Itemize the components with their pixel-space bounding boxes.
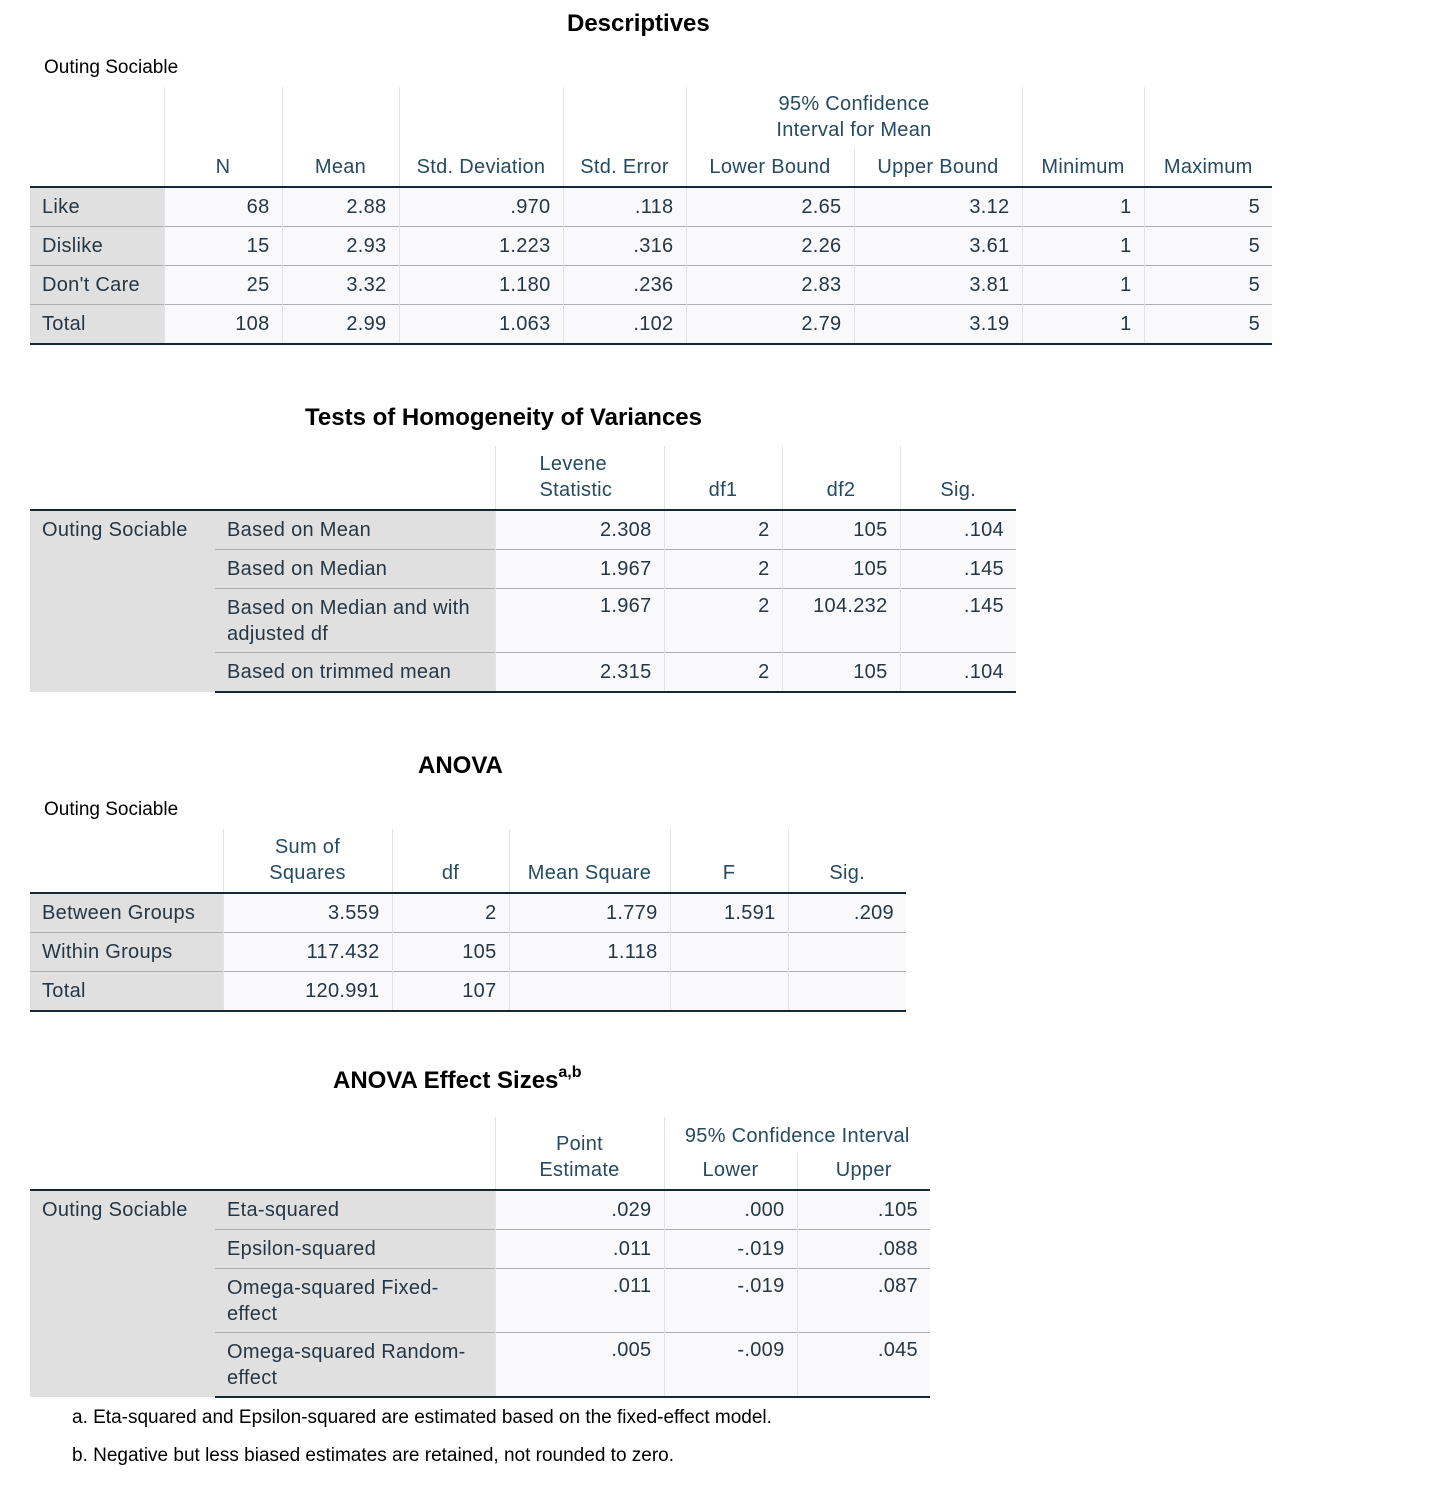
table-row: [30, 933, 906, 972]
row-label: Based on trimmed mean: [215, 653, 495, 693]
col-lower: Lower: [664, 1153, 797, 1190]
row-label: Between Groups: [30, 893, 223, 933]
cell: .104: [900, 510, 1016, 550]
col-df: df: [392, 829, 509, 893]
group-label: Outing Sociable: [30, 510, 215, 692]
cell: 2.315: [495, 653, 664, 693]
col-df1: df1: [664, 446, 782, 510]
cell: .105: [797, 1190, 930, 1230]
cell: 2.88: [282, 187, 399, 227]
anova-table: [30, 829, 906, 1012]
col-maximum: Maximum: [1144, 87, 1272, 187]
ci-group-header: 95% Confidence Interval for Mean: [686, 87, 1022, 149]
cell: 3.61: [854, 227, 1022, 266]
cell: 2: [664, 510, 782, 550]
cell: 1: [1022, 227, 1144, 266]
col-df2: df2: [782, 446, 900, 510]
cell: .087: [797, 1269, 930, 1333]
col-sig: Sig.: [788, 829, 906, 893]
cell: 2: [664, 653, 782, 693]
cell: .209: [788, 893, 906, 933]
col-std-deviation: Std. Deviation: [399, 87, 563, 187]
cell: 3.559: [223, 893, 392, 933]
col-std-error: Std. Error: [563, 87, 686, 187]
cell: .011: [495, 1230, 664, 1269]
cell: 68: [164, 187, 282, 227]
footnote-a: a. Eta-squared and Epsilon-squared are estimated based on the fixed-effect model.: [72, 1407, 772, 1428]
table-row: [30, 227, 1272, 266]
table-row: [30, 305, 1272, 345]
cell: 25: [164, 266, 282, 305]
cell: 1: [1022, 305, 1144, 345]
ci-group-header: 95% Confidence Interval: [664, 1117, 930, 1153]
table-row: [30, 1190, 930, 1230]
effect-sizes-table: [30, 1117, 930, 1398]
col-n: N: [164, 87, 282, 187]
col-upper-bound: Upper Bound: [854, 149, 1022, 187]
cell: 2.83: [686, 266, 854, 305]
descriptives-table: [30, 87, 1272, 345]
col-mean: Mean: [282, 87, 399, 187]
cell: .118: [563, 187, 686, 227]
col-mean-square: Mean Square: [509, 829, 670, 893]
cell: 2.99: [282, 305, 399, 345]
cell: .005: [495, 1333, 664, 1397]
table-row: [30, 266, 1272, 305]
table-row: [30, 187, 1272, 227]
table-row: [30, 893, 906, 933]
col-f: F: [670, 829, 788, 893]
col-upper: Upper: [797, 1153, 930, 1190]
cell: 3.19: [854, 305, 1022, 345]
anova-caption: Outing Sociable: [44, 799, 179, 820]
cell: 1.118: [509, 933, 670, 972]
cell: 2: [664, 550, 782, 589]
cell: -.009: [664, 1333, 797, 1397]
row-label: Eta-squared: [215, 1190, 495, 1230]
cell: [788, 972, 906, 1012]
cell: 5: [1144, 305, 1272, 345]
row-label: Total: [30, 305, 164, 345]
cell: 1.779: [509, 893, 670, 933]
cell: .104: [900, 653, 1016, 693]
cell: 1.967: [495, 589, 664, 653]
cell: 3.32: [282, 266, 399, 305]
cell: 120.991: [223, 972, 392, 1012]
cell: 2.308: [495, 510, 664, 550]
row-label: Epsilon-squared: [215, 1230, 495, 1269]
cell: [509, 972, 670, 1012]
row-label: Based on Median and with adjusted df: [215, 589, 495, 653]
cell: 105: [782, 653, 900, 693]
row-label: Omega-squared Fixed-effect: [215, 1269, 495, 1333]
cell: 3.12: [854, 187, 1022, 227]
cell: 108: [164, 305, 282, 345]
cell: 2: [392, 893, 509, 933]
cell: 105: [782, 550, 900, 589]
cell: .970: [399, 187, 563, 227]
cell: .029: [495, 1190, 664, 1230]
col-minimum: Minimum: [1022, 87, 1144, 187]
table-row: [30, 510, 1016, 550]
row-label: Within Groups: [30, 933, 223, 972]
cell: [670, 972, 788, 1012]
effect-sizes-title-sup: a,b: [558, 1064, 582, 1081]
cell: [788, 933, 906, 972]
cell: 5: [1144, 187, 1272, 227]
cell: 2.26: [686, 227, 854, 266]
cell: 105: [392, 933, 509, 972]
cell: [670, 933, 788, 972]
homogeneity-title: Tests of Homogeneity of Variances: [305, 404, 702, 431]
cell: 5: [1144, 266, 1272, 305]
group-label: Outing Sociable: [30, 1190, 215, 1397]
homogeneity-table: [30, 446, 1016, 693]
cell: 2.93: [282, 227, 399, 266]
cell: 1.223: [399, 227, 563, 266]
col-lower-bound: Lower Bound: [686, 149, 854, 187]
effect-sizes-title-text: ANOVA Effect Sizes: [333, 1067, 559, 1094]
row-label: Based on Mean: [215, 510, 495, 550]
cell: 15: [164, 227, 282, 266]
cell: 1: [1022, 187, 1144, 227]
table-row: [30, 972, 906, 1012]
effect-sizes-title: [333, 1066, 582, 1095]
cell: 1.967: [495, 550, 664, 589]
cell: 1.180: [399, 266, 563, 305]
cell: .000: [664, 1190, 797, 1230]
cell: -.019: [664, 1230, 797, 1269]
row-label: Don't Care: [30, 266, 164, 305]
row-label: Total: [30, 972, 223, 1012]
cell: -.019: [664, 1269, 797, 1333]
cell: .011: [495, 1269, 664, 1333]
row-label: Based on Median: [215, 550, 495, 589]
cell: .045: [797, 1333, 930, 1397]
cell: 2.65: [686, 187, 854, 227]
descriptives-title: Descriptives: [567, 10, 710, 37]
cell: 1.063: [399, 305, 563, 345]
row-label: Like: [30, 187, 164, 227]
descriptives-caption: Outing Sociable: [44, 57, 179, 78]
row-label: Dislike: [30, 227, 164, 266]
anova-title: ANOVA: [418, 752, 503, 779]
col-levene-statistic: Levene Statistic: [495, 446, 664, 510]
cell: 2: [664, 589, 782, 653]
cell: 117.432: [223, 933, 392, 972]
cell: .316: [563, 227, 686, 266]
cell: .236: [563, 266, 686, 305]
cell: 104.232: [782, 589, 900, 653]
cell: 2.79: [686, 305, 854, 345]
col-sig: Sig.: [900, 446, 1016, 510]
cell: 5: [1144, 227, 1272, 266]
cell: .145: [900, 550, 1016, 589]
footnote-b: b. Negative but less biased estimates are retained, not rounded to zero.: [72, 1445, 675, 1466]
cell: 107: [392, 972, 509, 1012]
cell: 1: [1022, 266, 1144, 305]
cell: 105: [782, 510, 900, 550]
cell: 3.81: [854, 266, 1022, 305]
row-label: Omega-squared Random-effect: [215, 1333, 495, 1397]
cell: .145: [900, 589, 1016, 653]
cell: .102: [563, 305, 686, 345]
cell: 1.591: [670, 893, 788, 933]
cell: .088: [797, 1230, 930, 1269]
col-sum-of-squares: Sum of Squares: [223, 829, 392, 893]
col-point-estimate: Point Estimate: [495, 1117, 664, 1190]
